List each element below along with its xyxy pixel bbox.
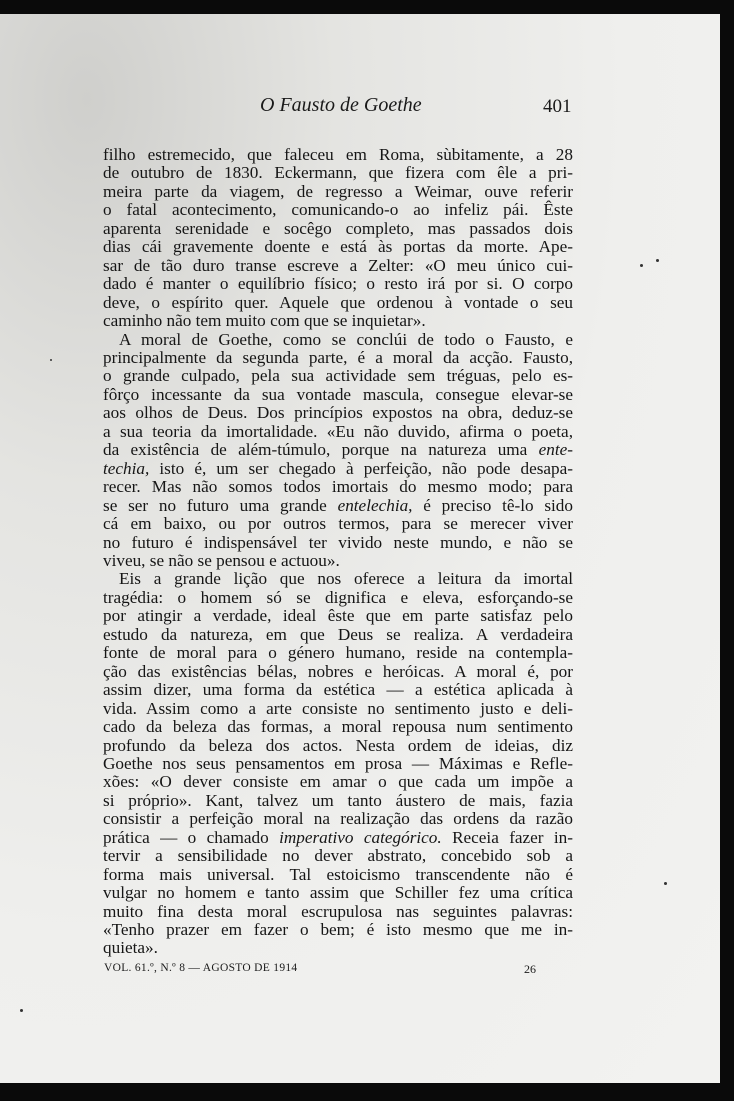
- text-line: deve, o espírito quer. Aquele que ordenou à vontade o seu: [103, 292, 573, 312]
- scan-border-right: [720, 0, 734, 1101]
- body-text: [103, 146, 573, 958]
- text-line: aos olhos de Deus. Dos princípios expostos na obra, deduz-se: [103, 403, 573, 423]
- scan-speck: [50, 359, 52, 361]
- text-line: profundo da beleza dos actos. Nesta ordem de ideias, diz: [103, 735, 573, 755]
- text-line: de outubro de 1830. Eckermann, que fizera com êle a pri-: [103, 163, 573, 183]
- text-line: meira parte da viagem, de regresso a Weimar, ouve referir: [103, 181, 573, 201]
- text-line: caminho não tem muito com que se inquietar».: [103, 311, 426, 331]
- running-title: O Fausto de Goethe: [260, 94, 422, 116]
- scan-speck: [656, 259, 659, 262]
- text-line: recer. Mas não somos todos imortais do mesmo modo; para: [103, 477, 573, 497]
- text-line: dado é manter o equilíbrio físico; o resto irá por si. O corpo: [103, 274, 573, 294]
- text-line: vulgar no homem e tanto assim que Schiller fez uma crítica: [103, 883, 573, 903]
- scan-speck: [640, 264, 643, 267]
- paragraph: [103, 331, 573, 571]
- volume-issue-line: VOL. 61.º, N.º 8 — AGOSTO DE 1914: [104, 962, 298, 974]
- running-head: [0, 94, 720, 124]
- text-line: o grande culpado, pela sua actividade sem tréguas, pelo es-: [103, 366, 573, 386]
- text-line: quieta».: [103, 938, 158, 958]
- page-footer: [0, 962, 720, 982]
- text-line: xões: «O dever consiste em amar o que cada um impõe a: [103, 772, 573, 792]
- text-line: por atingir a verdade, ideal êste que em parte satisfaz pelo: [103, 606, 573, 626]
- text-line: o fatal acontecimento, comunicando-o ao infeliz pái. Êste: [103, 200, 573, 220]
- text-line: techia, isto é, um ser chegado à perfeição, não pode desapa-: [103, 458, 573, 478]
- text-line: muito fina desta moral escrupulosa nas seguintes palavras:: [103, 901, 573, 921]
- scan-speck: [664, 882, 667, 885]
- text-line: da existência de além-túmulo, porque na natureza uma ente-: [103, 440, 573, 460]
- text-line: dias cái gravemente doente e está às portas da morte. Ape-: [103, 237, 573, 257]
- scan-border-bottom: [0, 1083, 734, 1101]
- text-line: sar de tão duro transe escreve a Zelter: «O meu único cui-: [103, 255, 573, 275]
- text-line: fonte de moral para o género humano, reside na contempla-: [103, 643, 573, 663]
- scan-speck: [20, 1009, 23, 1012]
- text-line: si próprio». Kant, talvez um tanto áustero de mais, fazia: [103, 790, 573, 810]
- text-line: tragédia: o homem só se dignifica e eleva, esforçando-se: [103, 587, 573, 607]
- text-line: se ser no futuro uma grande entelechia, é preciso tê-lo sido: [103, 495, 573, 515]
- text-line: «Tenho prazer em fazer o bem; é isto mesmo que me in-: [103, 920, 573, 940]
- scan-border-top: [0, 0, 734, 14]
- text-line: ção das existências bélas, nobres e heróicas. A moral é, por: [103, 661, 573, 681]
- text-line: tervir a sensibilidade no dever abstrato, concebido sob a: [103, 846, 573, 866]
- text-line: vida. Assim como a arte consiste no sentimento justo e deli-: [103, 698, 573, 718]
- text-line: prática — o chamado imperativo categórico. Receia fazer in-: [103, 827, 573, 847]
- page-number: 401: [543, 96, 572, 117]
- text-line: forma mais universal. Tal estoicismo transcendente não é: [103, 864, 573, 884]
- text-line: a sua teoria da imortalidade. «Eu não duvido, afirma o poeta,: [103, 421, 573, 441]
- text-line: consistir a perfeição moral na realização das ordens da razão: [103, 809, 573, 829]
- text-line: Eis a grande lição que nos oferece a leitura da imortal: [119, 569, 573, 589]
- paragraph: [103, 570, 573, 958]
- text-line: Goethe nos seus pensamentos em prosa — Máximas e Refle-: [103, 753, 573, 773]
- text-line: assim dizer, uma forma da estética — a estética aplicada à: [103, 680, 573, 700]
- signature-mark: 26: [524, 962, 536, 976]
- paragraph: [103, 146, 573, 331]
- text-line: viveu, se não se pensou e actuou».: [103, 550, 340, 570]
- text-line: fôrço incessante da sua vontade mascula, consegue elevar-se: [103, 384, 573, 404]
- text-line: estudo da natureza, em que Deus se realiza. A verdadeira: [103, 624, 573, 644]
- text-line: cado da beleza das formas, a moral repousa num sentimento: [103, 717, 573, 737]
- text-line: no futuro é indispensável ter vivido neste mundo, e não se: [103, 532, 573, 552]
- text-line: principalmente da segunda parte, é a moral da acção. Fausto,: [103, 347, 573, 367]
- text-line: aparenta serenidade e socêgo completo, mas passados dois: [103, 218, 573, 238]
- text-line: filho estremecido, que faleceu em Roma, sùbitamente, a 28: [103, 145, 573, 164]
- text-line: A moral de Goethe, como se conclúi de todo o Fausto, e: [119, 329, 573, 349]
- book-page: [0, 14, 720, 1083]
- text-line: cá em baixo, ou por outros termos, para se merecer viver: [103, 514, 573, 534]
